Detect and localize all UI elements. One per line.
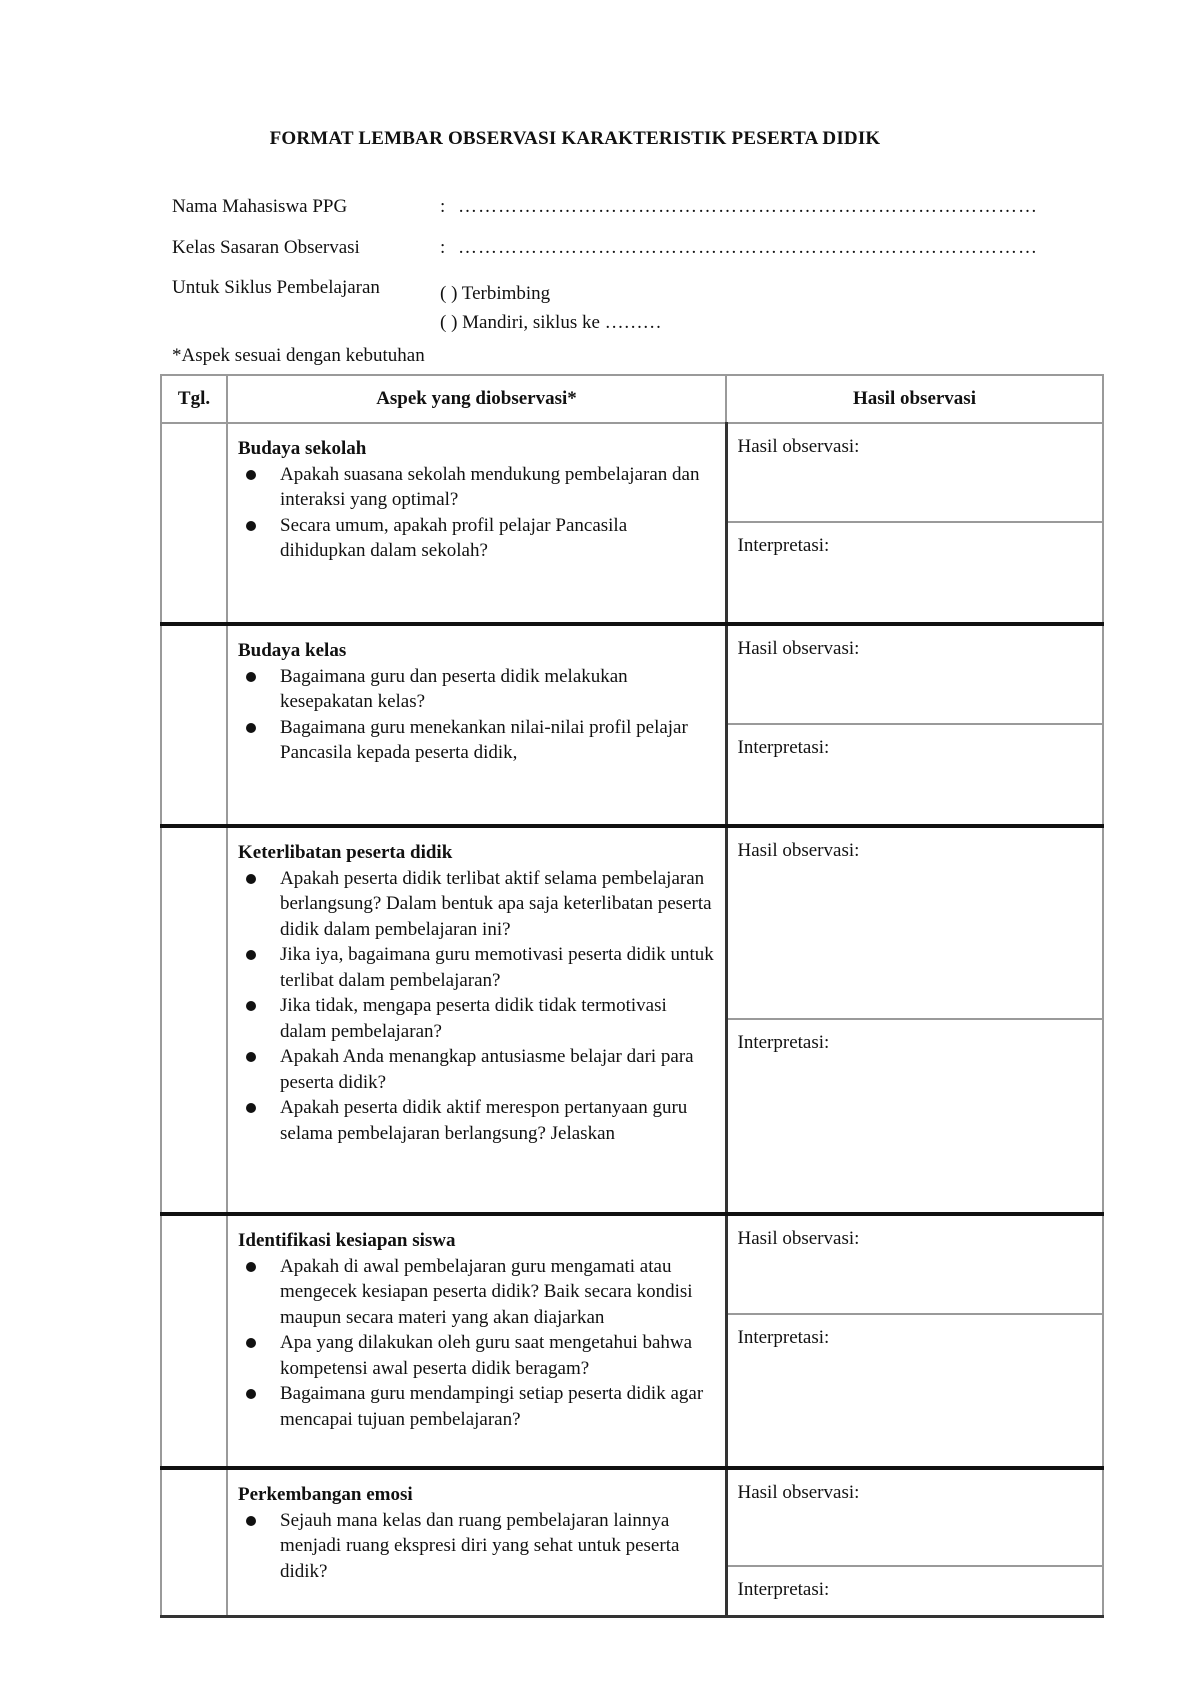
bullet-icon <box>246 874 256 884</box>
header-tgl: Tgl. <box>161 375 227 423</box>
field-blank-line[interactable]: …………………………………………………………………………… <box>458 237 1038 258</box>
question-text: Jika tidak, mengapa peserta didik tidak termotivasi dalam pembelajaran? <box>280 995 667 1042</box>
tgl-cell[interactable] <box>161 423 227 624</box>
tgl-cell[interactable] <box>161 624 227 826</box>
question-list <box>238 1508 715 1585</box>
aspect-note: *Aspek sesuai dengan kebutuhan <box>172 345 425 366</box>
question-item <box>238 866 715 943</box>
question-text: Bagaimana guru mendampingi setiap peserta didik agar mencapai tujuan pembelajaran? <box>280 1383 704 1430</box>
question-list <box>238 866 715 1147</box>
question-text: Apakah peserta didik aktif merespon pertanyaan guru selama pembelajaran berlangsung? Jelaskan <box>280 1097 688 1144</box>
aspect-title: Keterlibatan peserta didik <box>238 842 453 863</box>
table-row <box>161 1214 1103 1468</box>
option-mandiri[interactable]: ( ) Mandiri, siklus ke ……… <box>440 312 662 333</box>
hasil-observasi-box[interactable]: Hasil observasi: <box>728 828 1103 1020</box>
question-item <box>238 1381 715 1432</box>
question-text: Apa yang dilakukan oleh guru saat mengetahui bahwa kompetensi awal peserta didik beragam? <box>280 1332 693 1379</box>
hasil-cell <box>726 624 1103 826</box>
bullet-icon <box>246 950 256 960</box>
question-text: Sejauh mana kelas dan ruang pembelajaran lainnya menjadi ruang ekspresi diri yang sehat untuk peserta didik? <box>280 1509 680 1582</box>
question-text: Jika iya, bagaimana guru memotivasi peserta didik untuk terlibat dalam pembelajaran? <box>280 944 714 991</box>
aspek-cell <box>227 423 726 624</box>
table-header-row <box>161 375 1103 423</box>
table-row <box>161 1468 1103 1617</box>
question-item <box>238 462 715 513</box>
aspect-title: Budaya kelas <box>238 640 347 661</box>
interpretasi-box[interactable]: Interpretasi: <box>737 737 830 758</box>
hasil-cell <box>726 1214 1103 1468</box>
aspek-cell <box>227 1468 726 1617</box>
field-colon: : <box>440 196 446 217</box>
aspect-title: Perkembangan emosi <box>238 1484 413 1505</box>
option-terbimbing[interactable]: ( ) Terbimbing <box>440 283 551 304</box>
field-label: Nama Mahasiswa PPG <box>172 196 348 217</box>
hasil-observasi-box[interactable]: Hasil observasi: <box>728 626 1103 725</box>
bullet-icon <box>246 1516 256 1526</box>
hasil-cell <box>726 1468 1103 1617</box>
question-text: Apakah suasana sekolah mendukung pembelajaran dan interaksi yang optimal? <box>280 463 700 510</box>
question-text: Apakah di awal pembelajaran guru mengamati atau mengecek kesiapan peserta didik? Baik secara kondisi maupun secara materi yang akan diajarkan <box>280 1255 693 1328</box>
tgl-cell[interactable] <box>161 1468 227 1617</box>
question-item <box>238 993 715 1044</box>
table-row <box>161 624 1103 826</box>
bullet-icon <box>246 723 256 733</box>
question-list <box>238 1254 715 1433</box>
interpretasi-box[interactable]: Interpretasi: <box>737 1327 830 1348</box>
header-hasil: Hasil observasi <box>726 375 1103 423</box>
question-item <box>238 1044 715 1095</box>
question-list <box>238 462 715 564</box>
interpretasi-box[interactable]: Interpretasi: <box>737 535 830 556</box>
aspek-cell <box>227 826 726 1214</box>
bullet-icon <box>246 1262 256 1272</box>
aspek-cell <box>227 624 726 826</box>
question-list <box>238 664 715 766</box>
hasil-observasi-box[interactable]: Hasil observasi: <box>728 1216 1103 1315</box>
bullet-icon <box>246 470 256 480</box>
question-text: Bagaimana guru dan peserta didik melakukan kesepakatan kelas? <box>280 665 628 712</box>
field-label: Untuk Siklus Pembelajaran <box>172 277 380 298</box>
aspek-cell <box>227 1214 726 1468</box>
table-row <box>161 423 1103 624</box>
table-row <box>161 826 1103 1214</box>
aspect-title: Budaya sekolah <box>238 438 367 459</box>
question-item <box>238 1330 715 1381</box>
field-colon: : <box>440 237 446 258</box>
tgl-cell[interactable] <box>161 826 227 1214</box>
bullet-icon <box>246 672 256 682</box>
hasil-cell <box>726 423 1103 624</box>
aspect-title: Identifikasi kesiapan siswa <box>238 1230 456 1251</box>
question-item <box>238 942 715 993</box>
tgl-cell[interactable] <box>161 1214 227 1468</box>
page-title: FORMAT LEMBAR OBSERVASI KARAKTERISTIK PESERTA DIDIK <box>269 128 881 149</box>
bullet-icon <box>246 1103 256 1113</box>
bullet-icon <box>246 1389 256 1399</box>
question-text: Apakah peserta didik terlibat aktif selama pembelajaran berlangsung? Dalam bentuk apa saja keterlibatan peserta didik dalam pembelajaran ini? <box>280 867 712 940</box>
observation-table <box>160 374 1104 1618</box>
hasil-observasi-box[interactable]: Hasil observasi: <box>728 1470 1103 1567</box>
header-aspek: Aspek yang diobservasi* <box>227 375 726 423</box>
hasil-cell <box>726 826 1103 1214</box>
bullet-icon <box>246 1052 256 1062</box>
hasil-observasi-box[interactable]: Hasil observasi: <box>728 424 1103 523</box>
bullet-icon <box>246 521 256 531</box>
question-item <box>238 1095 715 1146</box>
field-label: Kelas Sasaran Observasi <box>172 237 360 258</box>
bullet-icon <box>246 1338 256 1348</box>
bullet-icon <box>246 1001 256 1011</box>
question-item <box>238 1254 715 1331</box>
field-blank-line[interactable]: …………………………………………………………………………… <box>458 196 1038 217</box>
question-item <box>238 715 715 766</box>
question-item <box>238 513 715 564</box>
question-item <box>238 664 715 715</box>
question-text: Apakah Anda menangkap antusiasme belajar dari para peserta didik? <box>280 1046 694 1093</box>
question-text: Bagaimana guru menekankan nilai-nilai profil pelajar Pancasila kepada peserta didik, <box>280 716 688 763</box>
question-text: Secara umum, apakah profil pelajar Pancasila dihidupkan dalam sekolah? <box>280 514 628 561</box>
interpretasi-box[interactable]: Interpretasi: <box>737 1032 830 1053</box>
interpretasi-box[interactable]: Interpretasi: <box>737 1579 830 1600</box>
question-item <box>238 1508 715 1585</box>
